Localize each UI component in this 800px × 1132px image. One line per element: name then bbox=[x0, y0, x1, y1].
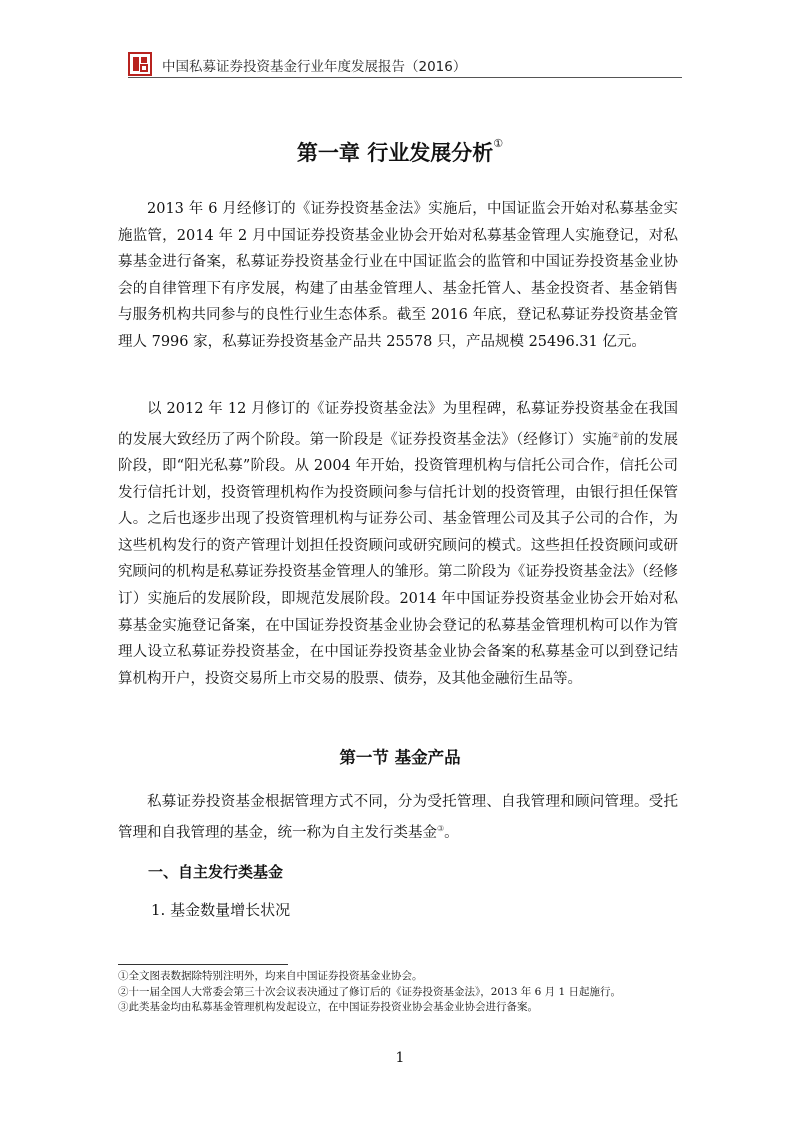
subsubheading-fund-growth: 1. 基金数量增长状况 bbox=[151, 901, 291, 919]
paragraph-history bbox=[118, 396, 678, 692]
paragraph-classification-body bbox=[118, 789, 678, 846]
footnote-ref-3[interactable]: ③ bbox=[437, 823, 445, 833]
chapter-title bbox=[0, 137, 800, 167]
footnote-1: ①全文图表数据除特别注明外，均来自中国证券投资基金业协会。 bbox=[118, 970, 423, 982]
paragraph-classification-text-b: 。 bbox=[444, 824, 459, 841]
footnotes bbox=[118, 969, 678, 1016]
footnote-3: ③此类基金均由私募基金管理机构发起设立，在中国证券投资业协会基金业协会进行备案。 bbox=[118, 1001, 538, 1013]
section-title: 第一节 基金产品 bbox=[339, 748, 461, 767]
paragraph-history-body bbox=[118, 396, 678, 692]
paragraph-intro bbox=[118, 196, 678, 356]
footnote-divider bbox=[118, 964, 288, 965]
page-header bbox=[128, 52, 682, 78]
subheading-self-issued-funds: 一、自主发行类基金 bbox=[148, 863, 284, 881]
paragraph-history-text-b: 前的发展阶段，即“阳光私募”阶段。从 2004 年开始，投资管理机构与信托公司合作，信托公司发行信托计划，投资管理机构作为投资顾问参与信托计划的投资管理，由银行担任保管人。之后也逐步出现了投资管理机构与证券公司、基金管理公司及其子公司的合作，为这些机构发行的资产管理计划担任投资顾问或研究顾问的模式。这些担任投资顾问或研究顾问的机构是私募证券投资基金管理人的雏形。第二阶段为《证券投资基金法》（经修订）实施后的发展阶段，即规范发展阶段。2014 年中国证券投资基金业协会开始对私募基金实施登记备案，在中国证券投资基金业协会登记的私募基金管理机构可以作为管理人设立私募证券投资基金，在中国证券投资基金业协会备案的私募基金可以到登记结算机构开户，投资交易所上市交易的股票、债券，及其他金融衍生品等。 bbox=[118, 431, 679, 687]
header-title: 中国私募证券投资基金行业年度发展报告（2016） bbox=[162, 59, 467, 75]
header-divider bbox=[128, 77, 682, 78]
footnote-2: ②十一届全国人大常委会第三十次会议表决通过了修订后的《证券投资基金法》，2013 年 6 月 1 日起施行。 bbox=[118, 985, 622, 998]
footnote-ref-2[interactable]: ② bbox=[611, 430, 620, 440]
paragraph-classification bbox=[118, 789, 678, 846]
paragraph-classification-text-a: 私募证券投资基金根据管理方式不同，分为受托管理、自我管理和顾问管理。受托管理和自我管理的基金，统一称为自主发行类基金 bbox=[118, 794, 678, 841]
page-number: 1 bbox=[395, 1050, 405, 1066]
chapter-footnote-mark[interactable]: ① bbox=[493, 137, 504, 150]
paragraph-intro-text: 2013 年 6 月经修订的《证券投资基金法》实施后，中国证监会开始对私募基金实施监管，2014 年 2 月中国证券投资基金业协会开始对私募基金管理人实施登记，对私募基金进行备案，私募证券投资基金行业在中国证监会的监管和中国证券投资基金业协会的自律管理下有序发展，构建了由基金管理人、基金托管人、基金投资者、基金销售与服务机构共同参与的良性行业生态体系。截至 2016 年底，登记私募证券投资基金管理人 7996 家，私募证券投资基金产品共 25578 只，产品规模 25496.31 亿元。 bbox=[118, 201, 678, 350]
chapter-title-text: 第一章 行业发展分析 bbox=[296, 141, 494, 165]
association-logo-icon bbox=[128, 52, 152, 76]
paragraph-history-text-a: 以 2012 年 12 月修订的《证券投资基金法》为里程碑，私募证券投资基金在我国的发展大致经历了两个阶段。第一阶段是《证券投资基金法》（经修订）实施 bbox=[118, 401, 678, 448]
